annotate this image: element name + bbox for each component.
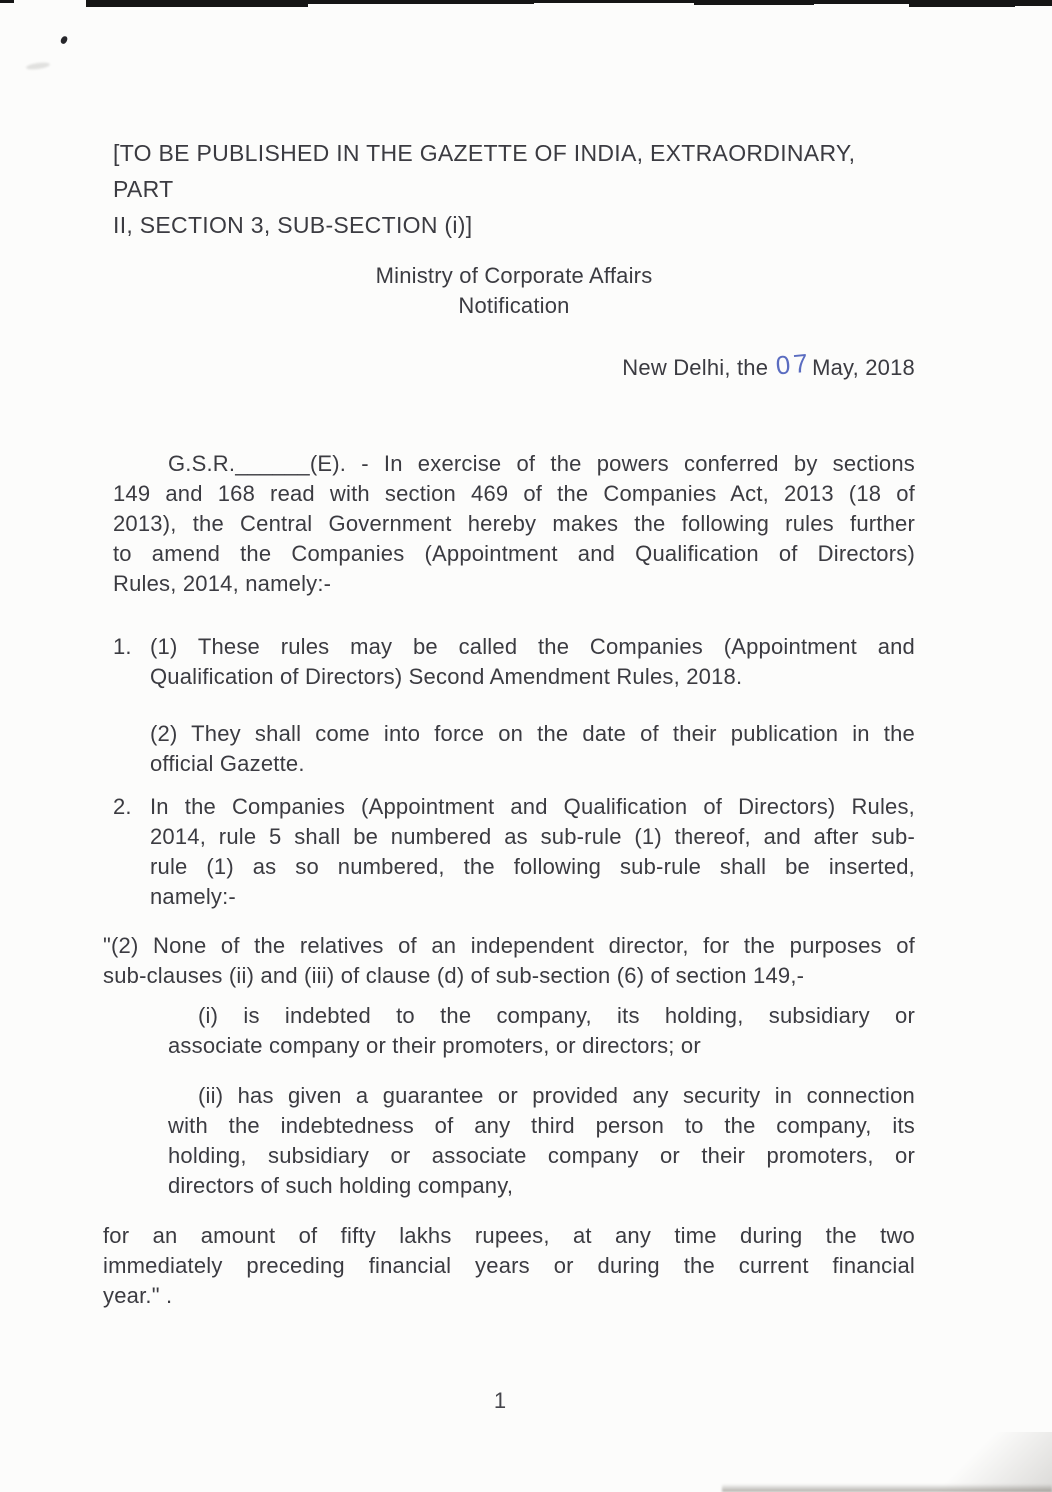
sub-clause-ii [168, 1081, 915, 1201]
text-line: year." . [103, 1283, 173, 1308]
rule-body [150, 792, 915, 912]
text-line: associate company or their promoters, or directors; or [168, 1033, 701, 1058]
text-line: "(2) None of the relatives of an independent director, for the purposes of [103, 933, 915, 958]
smudge-artifact [26, 61, 51, 70]
inserted-rule-intro [103, 931, 915, 991]
handwritten-date: 07 [774, 347, 813, 381]
text-line: 2014, rule 5 shall be numbered as sub-rule (1) thereof, and after sub- [150, 824, 915, 849]
scan-edge-artifact [694, 0, 814, 5]
text-line: (ii) has given a guarantee or provided any security in connection [198, 1083, 915, 1108]
text-line: 149 and 168 read with section 469 of the Companies Act, 2013 (18 of [113, 481, 915, 506]
page-number: 1 [493, 1388, 507, 1413]
scan-edge-artifact [534, 0, 694, 3]
text-line: with the indebtedness of any third person to the company, its [168, 1113, 915, 1138]
publication-note [113, 135, 915, 243]
scan-edge-artifact [1015, 0, 1052, 6]
scan-edge-artifact [909, 0, 1015, 7]
text-line: Rules, 2014, namely:- [113, 571, 332, 596]
dateline-prefix: New Delhi, the [622, 355, 769, 380]
text-line: rule (1) as so numbered, the following sub-rule shall be inserted, [150, 854, 915, 879]
dateline-suffix: May, 2018 [812, 355, 915, 380]
text-line: [TO BE PUBLISHED IN THE GAZETTE OF INDIA, EXTRAORDINARY, PART [113, 140, 856, 202]
sub-clause-i [168, 1001, 915, 1061]
rule-number: 2. [113, 794, 132, 819]
ministry-title: Ministry of Corporate Affairs [375, 263, 653, 288]
document-body [103, 135, 915, 1311]
text-line: (1) These rules may be called the Companies (Appointment and [150, 634, 915, 659]
dateline [113, 347, 915, 383]
text-line: namely:- [150, 884, 236, 909]
gsr-paragraph [113, 449, 915, 599]
scan-corner-shade [932, 1432, 1052, 1492]
text-line: II, SECTION 3, SUB-SECTION (i)] [113, 212, 473, 238]
scan-edge-artifact [86, 0, 308, 7]
rule-1-clause-2 [150, 719, 915, 779]
ink-speck-artifact [60, 35, 68, 44]
scan-edge-artifact [0, 0, 14, 3]
text-line: to amend the Companies (Appointment and Qualification of Directors) [113, 541, 915, 566]
notification-title: Notification [458, 293, 570, 318]
rule-item-1 [113, 632, 915, 779]
rule-number: 1. [113, 634, 132, 659]
rule-2-clause-1 [150, 792, 915, 912]
scan-edge-artifact [308, 0, 534, 4]
closing-paragraph [103, 1221, 915, 1311]
rule-item-2 [113, 792, 915, 912]
rule-1-clause-1 [150, 632, 915, 692]
scan-edge-artifact [814, 0, 909, 4]
text-line: 2013), the Central Government hereby makes the following rules further [113, 511, 915, 536]
text-line: sub-clauses (ii) and (iii) of clause (d) of sub-section (6) of section 149,- [103, 963, 805, 988]
text-line: Qualification of Directors) Second Amendment Rules, 2018. [150, 664, 743, 689]
rule-body [150, 632, 915, 779]
text-line: for an amount of fifty lakhs rupees, at any time during the two [103, 1223, 915, 1248]
text-line: official Gazette. [150, 751, 305, 776]
text-line: G.S.R.______(E). - In exercise of the powers conferred by sections [168, 451, 915, 476]
text-line: directors of such holding company, [168, 1173, 514, 1198]
text-line: In the Companies (Appointment and Qualification of Directors) Rules, [150, 794, 915, 819]
text-line: (i) is indebted to the company, its holding, subsidiary or [198, 1003, 915, 1028]
text-line: (2) They shall come into force on the date of their publication in the [150, 721, 915, 746]
text-line: immediately preceding financial years or during the current financial [103, 1253, 915, 1278]
text-line: holding, subsidiary or associate company or their promoters, or [168, 1143, 915, 1168]
